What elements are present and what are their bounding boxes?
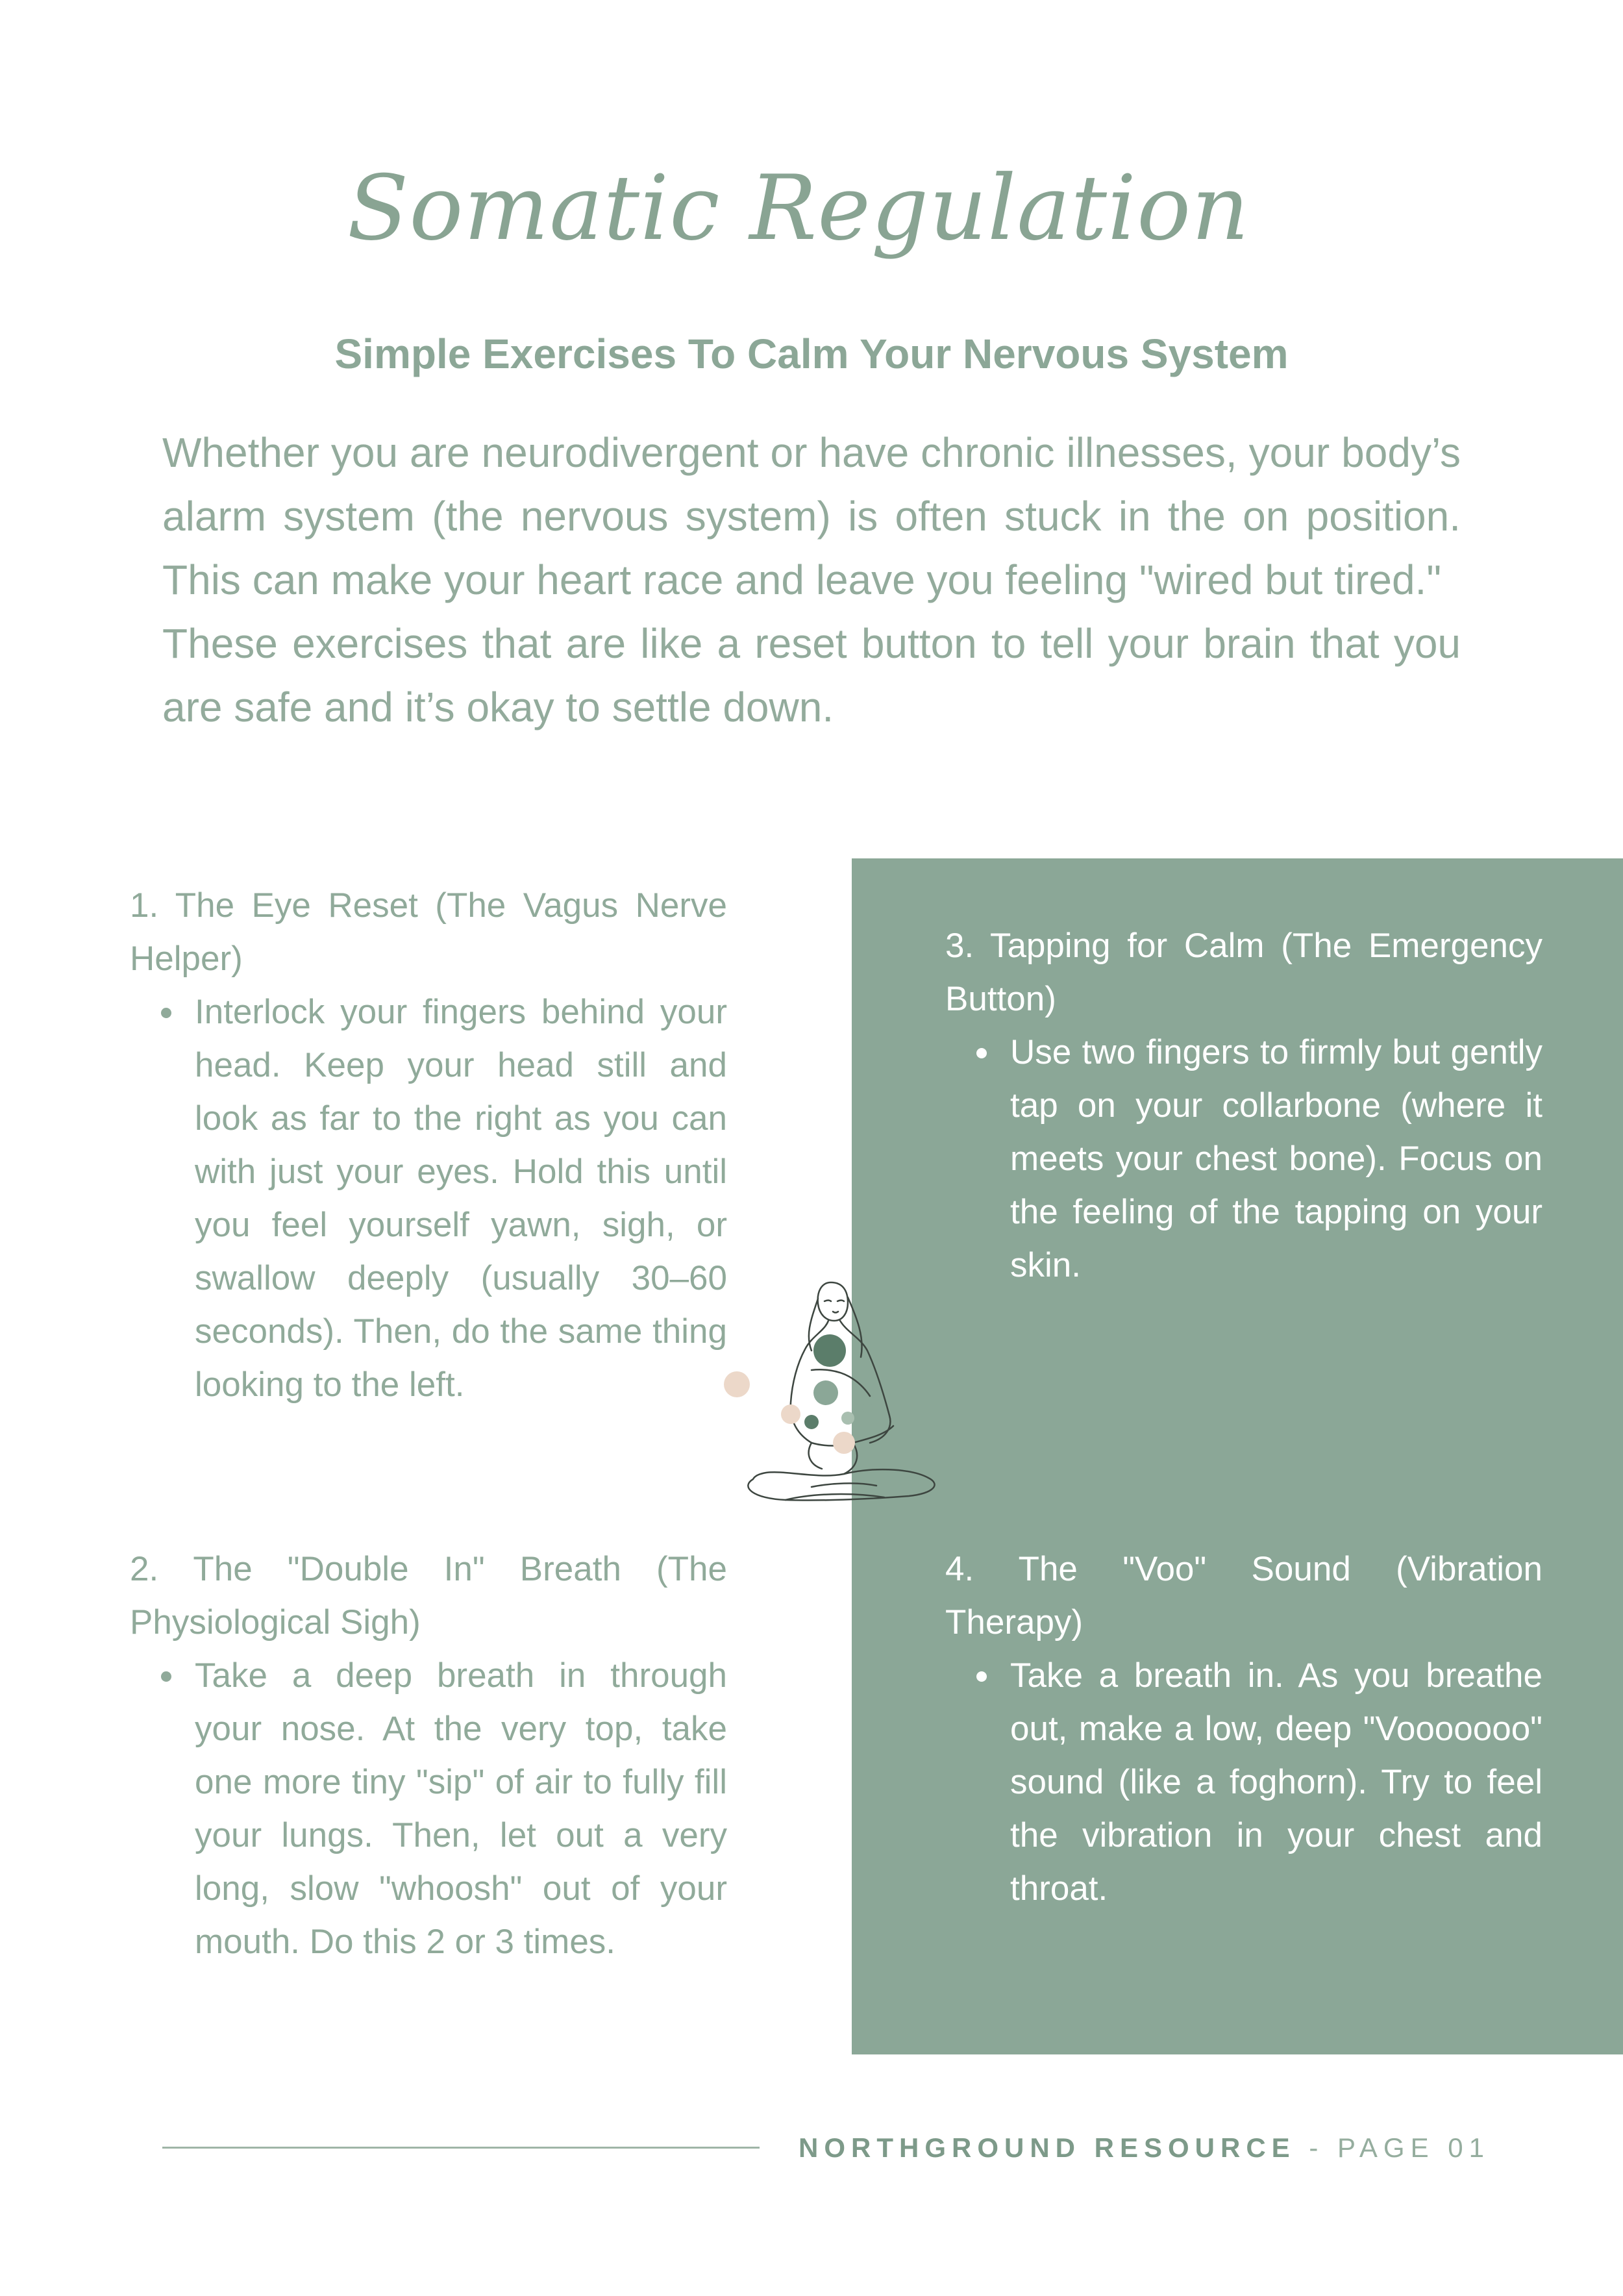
- exercise-voo-sound: [945, 1543, 1542, 1915]
- meditating-figure-icon: [714, 1273, 961, 1552]
- exercise-list: [130, 1649, 727, 1969]
- footer-brand: NORTHGROUND RESOURCE: [799, 2132, 1296, 2163]
- exercise-bullet: Take a deep breath in through your nose. At the very top, take one more tiny "sip" of air to fully fill your lungs. Then, let out a very long, slow "whoosh" out of your mouth. Do this 2 or 3 times.: [195, 1649, 727, 1969]
- exercise-heading: 2. The "Double In" Breath (The Physiological Sigh): [130, 1550, 727, 1641]
- exercise-double-in-breath: [130, 1543, 727, 1969]
- intro-paragraph: Whether you are neurodivergent or have chronic illnesses, your body’s alarm system (the nervous system) is often stuck in the on position. This can make your heart race and leave you feeling "wired but tired.": [162, 429, 1461, 603]
- exercise-eye-reset: [130, 879, 727, 1412]
- intro-paragraph: These exercises that are like a reset button to tell your brain that you are safe and it’s okay to settle down.: [162, 620, 1461, 730]
- footer-page-number: - PAGE 01: [1295, 2132, 1490, 2163]
- exercise-tapping: [945, 919, 1542, 1292]
- exercise-list: [945, 1026, 1542, 1292]
- exercise-heading: 4. The "Voo" Sound (Vibration Therapy): [945, 1550, 1542, 1641]
- exercise-bullet: Use two fingers to firmly but gently tap on your collarbone (where it meets your chest bone). Focus on the feeling of the tapping on your skin.: [1010, 1026, 1542, 1292]
- exercise-list: [130, 986, 727, 1412]
- exercise-heading: 1. The Eye Reset (The Vagus Nerve Helper): [130, 886, 727, 978]
- exercise-list: [945, 1649, 1542, 1915]
- exercise-bullet: Take a breath in. As you breathe out, make a low, deep "Vooooooo" sound (like a foghorn). Try to feel the vibration in your chest and throat.: [1010, 1649, 1542, 1915]
- page-subtitle: Simple Exercises To Calm Your Nervous System: [334, 331, 1289, 377]
- exercise-heading: 3. Tapping for Calm (The Emergency Button): [945, 927, 1542, 1018]
- exercise-bullet: Interlock your fingers behind your head. Keep your head still and look as far to the right as you can with just your eyes. Hold this until you feel yourself yawn, sigh, or swallow deeply (usually 30–60 seconds). Then, do the same thing looking to the left.: [195, 986, 727, 1412]
- page-title: Somatic Regulation: [347, 156, 1250, 260]
- footer: [799, 2132, 1490, 2164]
- intro-text: [162, 421, 1461, 739]
- footer-rule: [162, 2147, 760, 2149]
